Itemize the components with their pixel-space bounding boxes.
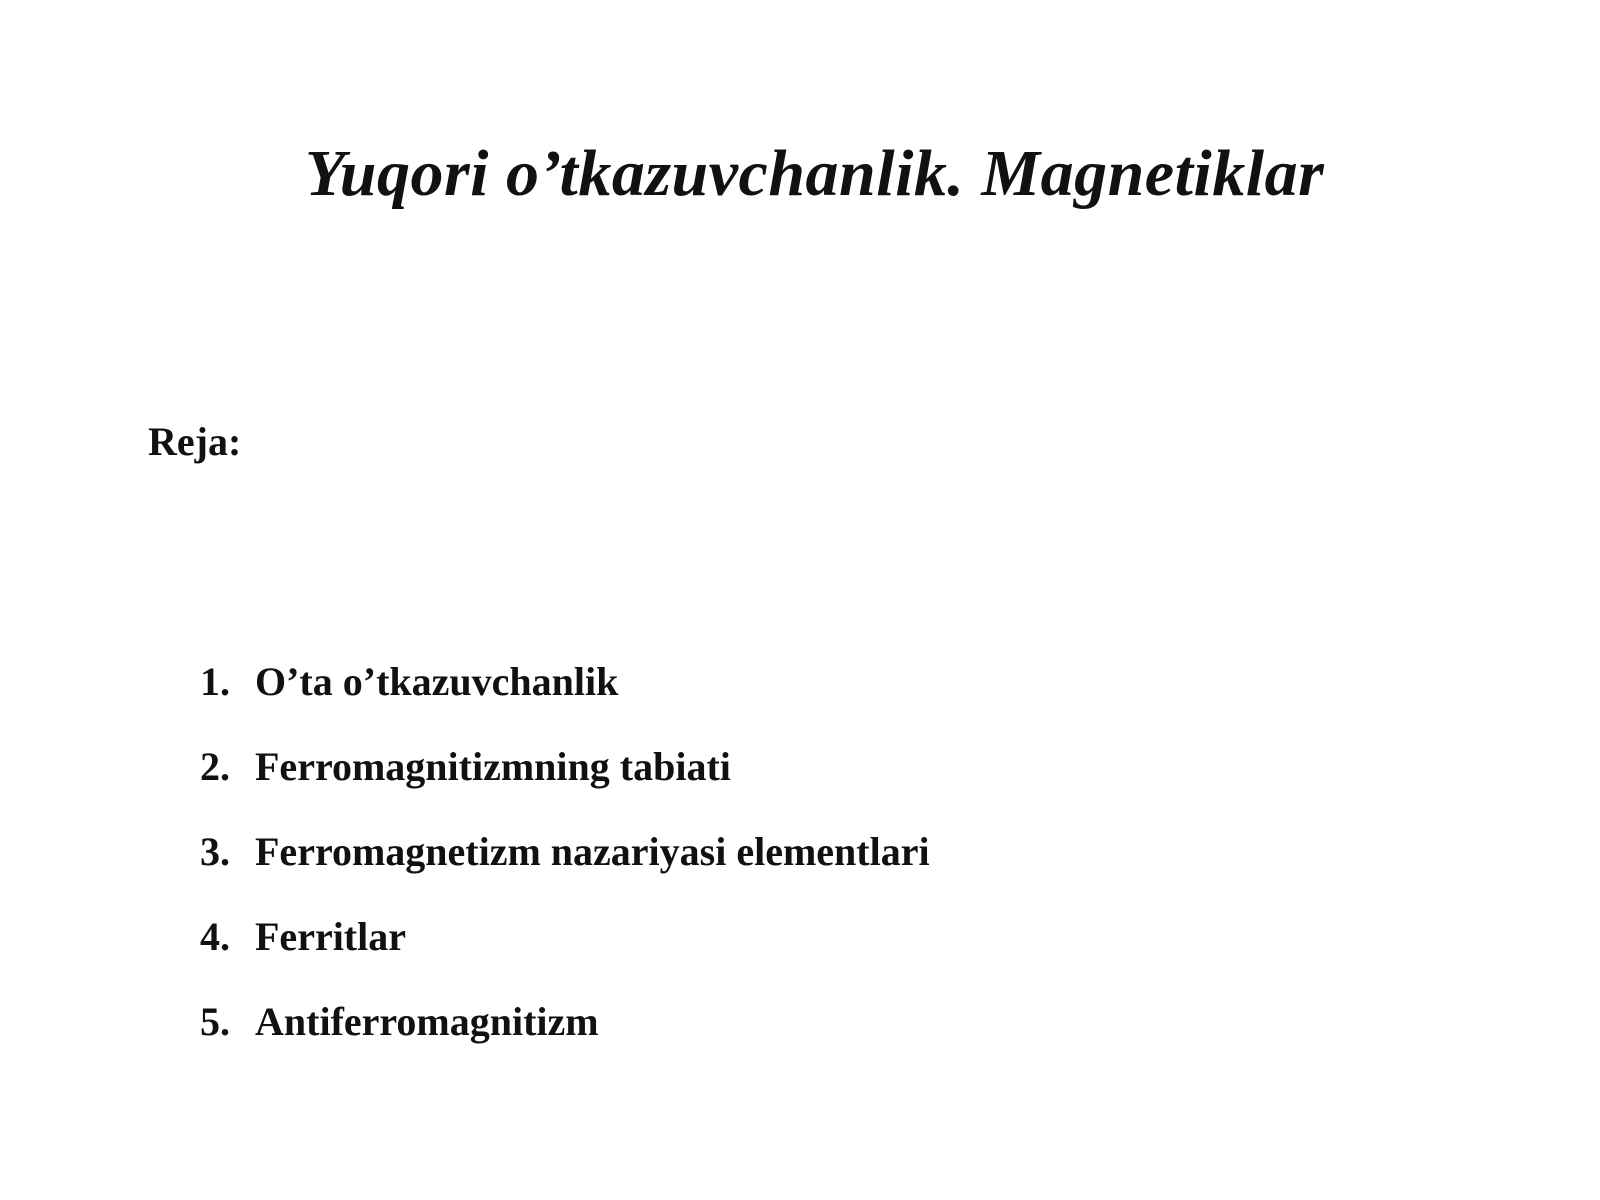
plan-item-text: Ferromagnetizm nazariyasi elementlari: [255, 829, 930, 874]
plan-item-text: Antiferromagnitizm: [255, 999, 599, 1044]
page-title: Yuqori o’tkazuvchanlik. Magnetiklar: [305, 137, 1325, 210]
plan-item-3: [200, 828, 930, 913]
plan-item-1: [200, 658, 930, 743]
plan-item-number: 1.: [200, 659, 230, 704]
plan-item-text: O’ta o’tkazuvchanlik: [255, 659, 619, 704]
plan-item-2: [200, 743, 930, 828]
plan-list: [200, 658, 930, 1083]
plan-heading: Reja:: [148, 419, 242, 464]
plan-item-text: Ferromagnitizmning tabiati: [255, 744, 731, 789]
plan-item-4: [200, 913, 930, 998]
plan-item-5: [200, 998, 930, 1083]
plan-item-number: 2.: [200, 744, 230, 789]
plan-item-number: 5.: [200, 999, 230, 1044]
plan-item-text: Ferritlar: [255, 914, 406, 959]
plan-item-number: 3.: [200, 829, 230, 874]
plan-item-number: 4.: [200, 914, 230, 959]
